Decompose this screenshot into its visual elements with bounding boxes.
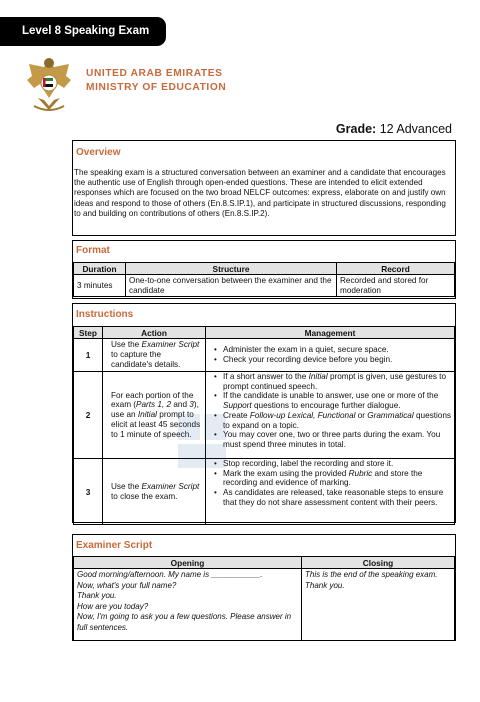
overview-text: The speaking exam is a structured conversation between an examiner and a candidate that encourages the authentic use of English through open-ended questions. These are intended to elicit extended responses which are focused on the two broad NELCF outcomes: express, elaborate on and justify own ideas and respond to those of others (En.8.S.IP.1), and participate in structured discussions, responding to and building on contributions of others (En.8.S.IP.2). — [74, 168, 446, 218]
script-header-row — [74, 557, 455, 569]
watermark-logo — [172, 410, 232, 472]
step-action — [103, 339, 206, 372]
format-header-duration: Duration — [74, 263, 126, 275]
examiner-script-section — [72, 534, 456, 641]
grade-label — [336, 122, 452, 136]
action-text: Use the — [111, 340, 142, 350]
overview-section — [72, 140, 456, 236]
instruction-row — [74, 459, 455, 525]
ministry-name — [86, 67, 226, 94]
management-item: • If the candidate is unable to answer, use one or more of the Support questions to encourage further dialogue. — [214, 391, 452, 410]
management-item: • You may cover one, two or three parts during the exam. You must spend three minutes in total. — [214, 430, 452, 449]
format-record: Recorded and stored for moderation — [337, 275, 455, 297]
format-title: Format — [76, 245, 110, 256]
script-line: Now, what's your full name? — [77, 580, 177, 590]
action-text: to close the exam. — [111, 491, 178, 501]
format-header-record: Record — [337, 263, 455, 275]
action-text: prompt to elicit at least 45 seconds to 1 minute of speech. — [111, 410, 201, 439]
script-line: Now, I'm going to ask you a few questions. Please answer in full sentences. — [77, 612, 292, 632]
closing-script — [302, 569, 455, 641]
format-section — [72, 240, 456, 299]
action-emphasis: Initial — [137, 410, 157, 420]
ministry-line-country: UNITED ARAB EMIRATES — [86, 68, 223, 79]
format-header-row — [74, 263, 455, 275]
step-management — [206, 339, 455, 372]
step-number: 3 — [74, 459, 103, 525]
instructions-section — [72, 303, 456, 523]
instruction-row — [74, 372, 455, 459]
format-table — [73, 262, 455, 297]
step-number: 2 — [74, 372, 103, 459]
uae-emblem-logo — [24, 54, 74, 116]
instructions-header-management: Management — [206, 327, 455, 339]
management-item: • Stop recording, label the recording and store it. — [214, 459, 452, 469]
management-item: • Administer the exam in a quiet, secure space. — [214, 345, 452, 355]
action-text: and — [171, 400, 190, 410]
script-header-closing: Closing — [302, 557, 455, 569]
examiner-script-table — [73, 556, 455, 641]
management-item: • If a short answer to the Initial prompt is given, use gestures to prompt continued speech. — [214, 372, 452, 391]
script-row — [74, 569, 455, 641]
script-line: Thank you. — [305, 580, 345, 590]
grade-key: Grade: — [335, 122, 377, 136]
format-structure: One-to-one conversation between the examiner and the candidate — [126, 275, 337, 297]
instructions-table — [73, 326, 455, 525]
action-emphasis: Examiner Script — [141, 481, 200, 491]
step-management — [206, 372, 455, 459]
script-header-opening: Opening — [74, 557, 302, 569]
examiner-script-title: Examiner Script — [76, 540, 153, 551]
instructions-header-row — [74, 327, 455, 339]
instructions-title: Instructions — [76, 309, 134, 320]
ministry-line-ministry: MINISTRY OF EDUCATION — [86, 81, 227, 93]
action-emphasis: Examiner Script — [141, 340, 200, 350]
action-emphasis: Parts 1, 2 — [136, 400, 172, 410]
script-line: This is the end of the speaking exam. — [305, 570, 438, 579]
action-text: For each portion of the exam ( — [111, 390, 194, 410]
management-item: • Check your recording device before you begin. — [214, 355, 452, 365]
action-text: ), use an — [111, 400, 199, 420]
management-item: • Mark the exam using the provided Rubric and store the recording and evidence of marking. — [214, 469, 452, 488]
management-item: • As candidates are released, take reasonable steps to ensure that they do not share assessment content with their peers. — [214, 488, 452, 507]
script-line: Good morning/afternoon. My name is ___________. — [77, 570, 263, 579]
script-line: Thank you. — [77, 591, 117, 601]
management-item: • Create Follow-up Lexical, Functional or Grammatical questions to expand on a topic. — [214, 411, 452, 430]
action-emphasis: 3 — [189, 400, 194, 410]
instruction-row — [74, 339, 455, 372]
format-row — [74, 275, 455, 297]
exam-level-tab: Level 8 Speaking Exam — [0, 17, 166, 46]
script-line: How are you today? — [77, 601, 149, 611]
format-header-structure: Structure — [126, 263, 337, 275]
opening-script — [74, 569, 302, 641]
instructions-header-step: Step — [74, 327, 103, 339]
step-management — [206, 459, 455, 525]
action-text: to capture the candidate's details. — [111, 350, 181, 369]
overview-title: Overview — [76, 147, 121, 158]
format-duration: 3 minutes — [74, 275, 126, 297]
action-text: Use the — [111, 481, 142, 491]
grade-value: 12 Advanced — [379, 122, 452, 136]
step-number: 1 — [74, 339, 103, 372]
instructions-header-action: Action — [103, 327, 206, 339]
